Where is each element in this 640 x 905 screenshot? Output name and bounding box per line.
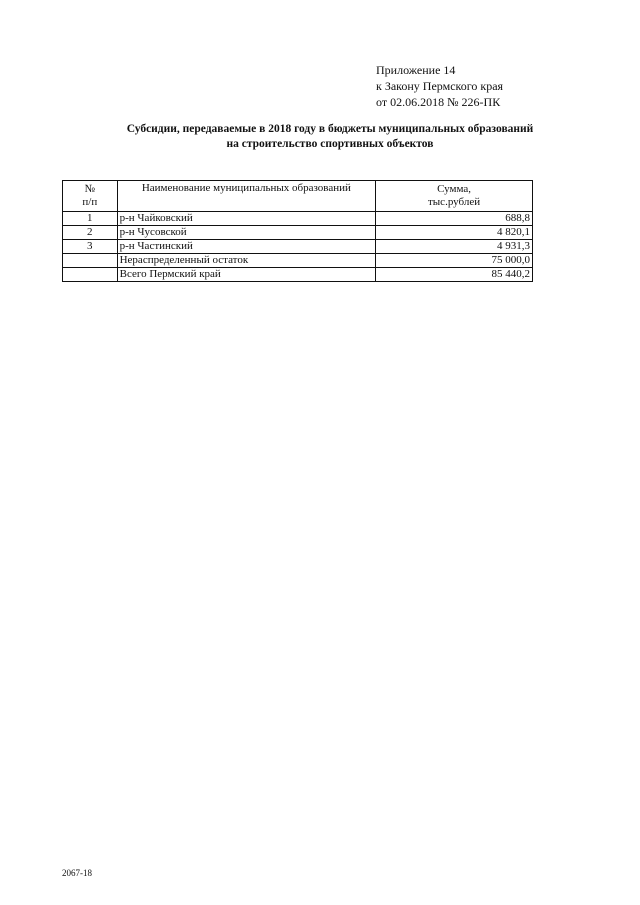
row-name: р-н Чайковский: [117, 212, 376, 226]
header-number: [63, 181, 118, 212]
row-sum: 4 931,3: [376, 240, 533, 254]
header-name: [117, 181, 376, 212]
row-name: Нераспределенный остаток: [117, 254, 376, 268]
title-line-2: на строительство спортивных объектов: [226, 138, 434, 150]
row-sum: 85 440,2: [376, 268, 533, 282]
row-number: 3: [63, 240, 118, 254]
row-sum: 688,8: [376, 212, 533, 226]
table-row: [63, 226, 533, 240]
table-row: [63, 240, 533, 254]
appendix-header: [376, 62, 503, 110]
appendix-date: от 02.06.2018 № 226-ПК: [376, 95, 501, 109]
row-number: 1: [63, 212, 118, 226]
document-code: 2067-18: [62, 868, 92, 878]
header-number-line-1: №: [84, 183, 96, 195]
row-sum: 75 000,0: [376, 254, 533, 268]
header-sum: [376, 181, 533, 212]
header-sum-line-2: тыс.рублей: [427, 196, 481, 208]
row-name: Всего Пермский край: [117, 268, 376, 282]
title-line-1: Субсидии, передаваемые в 2018 году в бюджеты муниципальных образований: [126, 123, 534, 135]
row-sum: 4 820,1: [376, 226, 533, 240]
row-number: 2: [63, 226, 118, 240]
table-row: [63, 212, 533, 226]
appendix-number: Приложение 14: [376, 63, 456, 77]
header-sum-line-1: Сумма,: [437, 183, 471, 195]
table-header-row: [63, 181, 533, 212]
header-number-line-2: п/п: [82, 196, 98, 208]
subsidy-table: [62, 180, 533, 282]
row-number: [63, 254, 118, 268]
table-row: [63, 254, 533, 268]
table-row-total: [63, 268, 533, 282]
header-name-text: Наименование муниципальных образований: [141, 182, 351, 194]
row-name: р-н Чусовской: [117, 226, 376, 240]
appendix-law: к Закону Пермского края: [376, 79, 504, 93]
row-name: р-н Частинский: [117, 240, 376, 254]
document-title: [60, 122, 600, 152]
row-number: [63, 268, 118, 282]
